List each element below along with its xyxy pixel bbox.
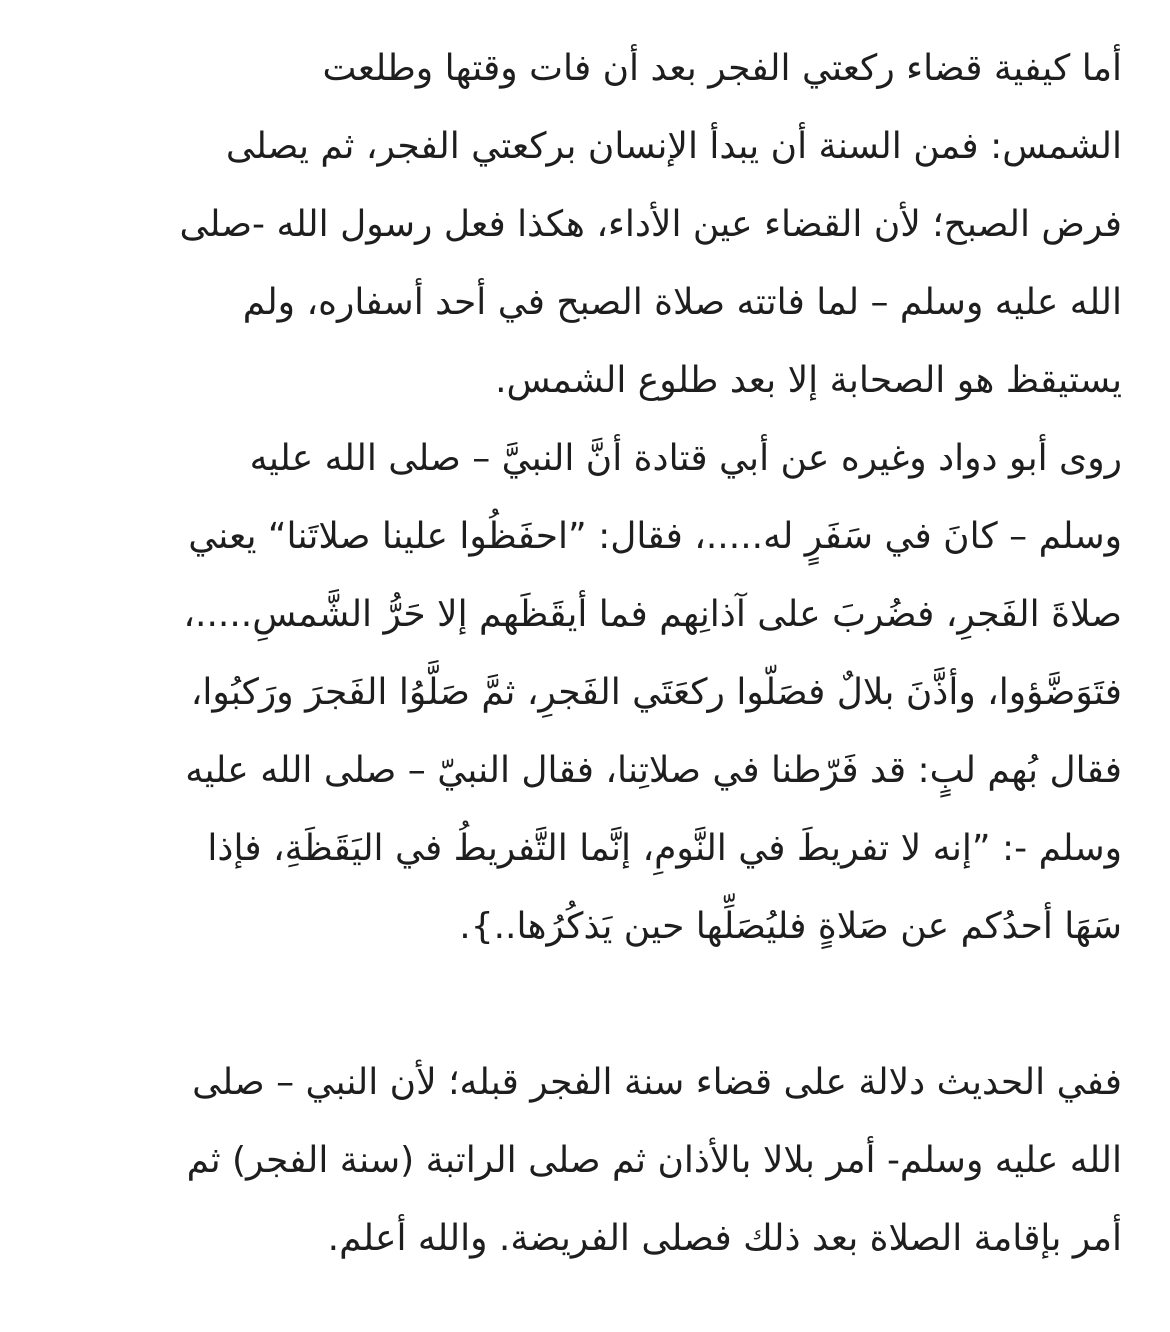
paragraph-spacer — [40, 966, 1122, 1044]
text-line: يستيقظ هو الصحابة إلا بعد طلوع الشمس. — [495, 360, 1122, 401]
text-line: الله عليه وسلم- أمر بلالا بالأذان ثم صلى الراتبة (سنة الفجر) ثم — [186, 1140, 1122, 1181]
article-body — [40, 30, 1122, 1278]
text-line: أمر بإقامة الصلاة بعد ذلك فصلى الفريضة. والله أعلم. — [327, 1218, 1122, 1259]
text-line: سَهَا أحدُكم عن صَلاةٍ فليُصَلِّها حين يَذكُرُها..}. — [459, 906, 1122, 947]
text-line: وسلم – كانَ في سَفَرٍ له.....، فقال: ”احفَظُوا علينا صلاتَنا“ يعني — [188, 516, 1122, 557]
text-line: روى أبو دواد وغيره عن أبي قتادة أنَّ النبيَّ – صلى الله عليه — [249, 438, 1122, 479]
text-line: الله عليه وسلم – لما فاتته صلاة الصبح في أحد أسفاره، ولم — [242, 282, 1122, 323]
text-line: وسلم -: ”إنه لا تفريطَ في النَّومِ، إنَّما التَّفريطُ في اليَقَظَةِ، فإذا — [207, 828, 1122, 869]
text-line: فتَوَضَّؤوا، وأذَّنَ بلالٌ فصَلّوا ركعَتَي الفَجرِ، ثمَّ صَلَّوُا الفَجرَ ورَكبُوا، — [190, 672, 1122, 713]
text-line: فقال بُهم لبٍ: قد فَرّطنا في صلاتِنا، فقال النبيّ – صلى الله عليه — [185, 750, 1122, 791]
text-line: صلاةَ الفَجرِ، فضُربَ على آذانِهم فما أيقَظَهم إلا حَرُّ الشَّمسِ.....، — [183, 594, 1122, 635]
text-line: فرض الصبح؛ لأن القضاء عين الأداء، هكذا فعل رسول الله -صلى — [179, 204, 1122, 245]
paragraph-hadith — [40, 420, 1122, 966]
paragraph-conclusion — [40, 1044, 1122, 1278]
text-line: أما كيفية قضاء ركعتي الفجر بعد أن فات وقتها وطلعت — [322, 48, 1122, 89]
paragraph-qada-method — [40, 30, 1122, 420]
text-line: ففي الحديث دلالة على قضاء سنة الفجر قبله؛ لأن النبي – صلى — [192, 1062, 1122, 1103]
text-line: الشمس: فمن السنة أن يبدأ الإنسان بركعتي الفجر، ثم يصلى — [225, 126, 1122, 167]
